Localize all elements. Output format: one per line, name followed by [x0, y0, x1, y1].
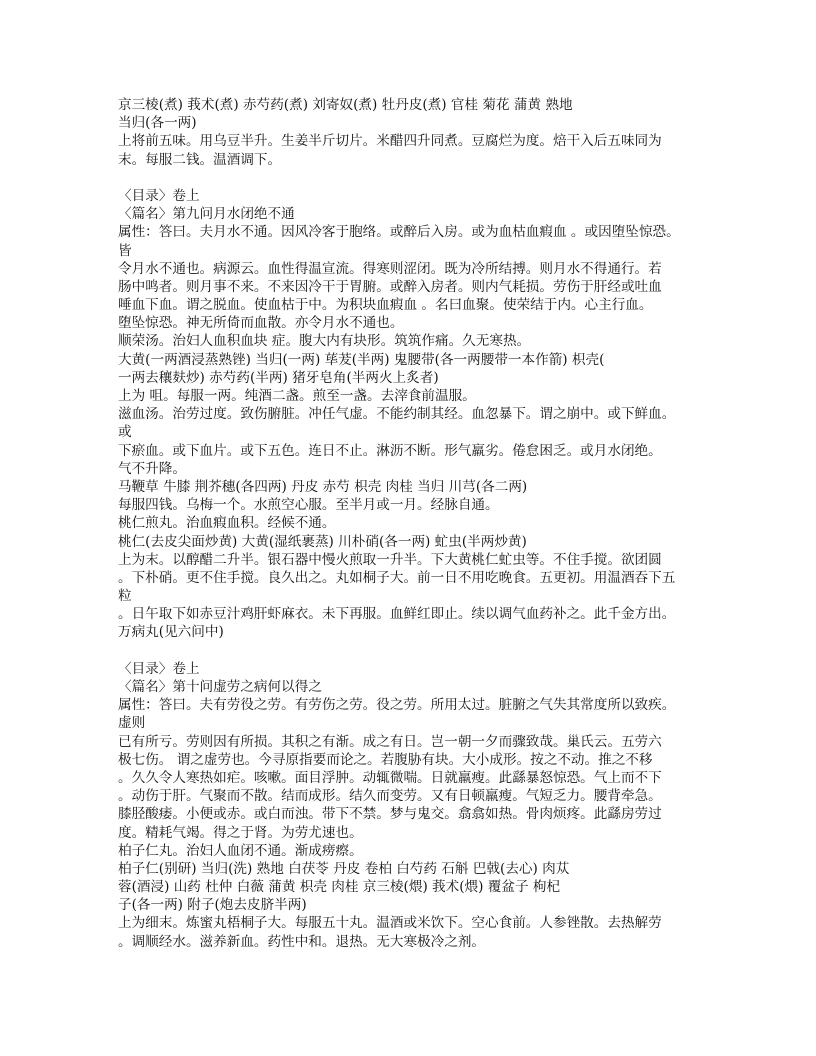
text-line: 极七伤。 谓之虚劳也。今寻原指要而论之。若腹胁有块。大小成形。按之不动。推之不移 — [118, 751, 653, 768]
text-line: 一两去穰麸炒) 赤芍药(半两) 猪牙皂角(半两火上炙者) — [118, 369, 439, 386]
text-line — [118, 169, 718, 187]
text-line: 属性：答曰。夫有劳役之劳。有劳伤之劳。役之劳。所用太过。脏腑之气失其常度所以致疾。 — [118, 697, 676, 714]
text-line: 〈目录〉卷上 — [118, 187, 200, 204]
text-line: 已有所亏。劳则因有所损。其积之有渐。成之有日。岂一朝一夕而骤致哉。巢氏云。五劳六 — [118, 733, 662, 750]
text-line: 虚则 — [118, 715, 146, 732]
text-line: 大黄(一两酒浸蒸熟锉) 当归(一两) 荜茇(半两) 鬼腰带(各一两腰带一本作箭) 枳壳( — [118, 351, 605, 368]
document-page — [118, 96, 718, 951]
text-line — [118, 642, 718, 660]
text-line: 粒 — [118, 588, 132, 605]
text-line: 上为 咀。每服一两。纯酒二盏。煎至一盏。去滓食前温服。 — [118, 388, 476, 404]
text-line: 上为末。以醇醋二升半。银石器中慢火煎取一升半。下大黄桃仁虻虫等。不住手搅。欲团圆 — [118, 551, 662, 568]
text-line: 万病丸(见六问中) — [118, 624, 224, 641]
text-line: 。日午取下如赤豆汁鸡肝虾麻衣。未下再服。血鲜红即止。续以调气血药补之。此千金方出。 — [118, 606, 676, 623]
text-line: 京三棱(煮) 莪术(煮) 赤芍药(煮) 刘寄奴(煮) 牡丹皮(煮) 官桂 菊花 蒲黄 熟地 — [118, 97, 573, 113]
text-line: 唾血下血。谓之脱血。使血枯于中。为积块血瘕血 。名曰血聚。使荣结于内。心主行血。 — [118, 297, 653, 314]
text-line: 度。精耗气竭。得之于肾。为劳尤速也。 — [118, 824, 363, 841]
text-line: 马鞭草 牛膝 荆芥穗(各四两) 丹皮 赤芍 枳壳 肉桂 当归 川芎(各二两) — [118, 478, 528, 495]
text-line: 皆 — [118, 242, 132, 259]
text-line: 桃仁煎丸。治血瘕血积。经候不通。 — [118, 515, 336, 532]
text-line: 属性：答曰。夫月水不通。因风冷客于胞络。或醉后入房。或为血枯血瘕血 。或因堕坠惊恐。 — [118, 224, 680, 241]
text-line: 。调顺经水。滋养新血。药性中和。退热。无大寒极冷之剂。 — [118, 933, 486, 950]
text-line: 或 — [118, 424, 132, 441]
text-line: 每服四钱。乌梅一个。水煎空心服。至半月或一月。经脉自通。 — [118, 497, 499, 514]
text-line: 末。每服二钱。温酒调下。 — [118, 151, 282, 168]
text-line: 顺荣汤。治妇人血积血块 症。腹大内有块形。筑筑作痛。久无寒热。 — [118, 333, 531, 350]
text-line: 。久久令人寒热如疟。咳嗽。面目浮肿。动辄微喘。日就羸瘦。此繇暴怒惊恐。气上而不下 — [118, 769, 662, 786]
text-line: 滋血汤。治劳过度。致伤腑脏。冲任气虚。不能约制其经。血忽暴下。谓之崩中。或下鲜血。 — [118, 406, 676, 423]
text-line: 〈篇名〉第九问月水闭绝不通 — [118, 206, 295, 223]
text-line: 蓉(酒浸) 山药 杜仲 白薇 蒲黄 枳壳 肉桂 京三棱(煨) 莪术(煨) 覆盆子 枸杞 — [118, 879, 561, 896]
text-line: 。动伤于肝。气聚而不散。结而成形。结久而变劳。又有日顿羸瘦。气短乏力。腰背牵急。 — [118, 788, 662, 805]
text-line: 。下朴硝。更不住手搅。良久出之。丸如桐子大。前一日不用吃晚食。五更初。用温酒吞下五 — [118, 569, 676, 586]
text-line: 上为细末。炼蜜丸梧桐子大。每服五十丸。温酒或米饮下。空心食前。人参锉散。去热解劳 — [118, 915, 662, 932]
text-line: 肠中鸣者。则月事不来。不来因冷干于胃腑。或醉入房者。则内气耗损。劳伤于肝经或吐血 — [118, 278, 662, 295]
text-line: 膝胫酸痿。小便或赤。或白而浊。带下不禁。梦与鬼交。翕翕如热。骨肉烦疼。此繇房劳过 — [118, 806, 662, 823]
text-line: 上将前五味。用乌豆半升。生姜半斤切片。米醋四升同煮。豆腐烂为度。焙干入后五味同为 — [118, 133, 662, 150]
text-line: 〈目录〉卷上 — [118, 660, 200, 677]
text-line: 〈篇名〉第十问虚劳之病何以得之 — [118, 679, 322, 695]
text-line: 令月水不通也。病源云。血性得温宣流。得寒则涩闭。既为冷所结搏。则月水不得通行。若 — [118, 260, 662, 277]
text-line: 柏子仁丸。治妇人血闭不通。渐成痨瘵。 — [118, 842, 363, 859]
text-line: 气不升降。 — [118, 460, 186, 477]
text-line: 当归(各一两) — [118, 115, 197, 132]
text-line: 下瘀血。或下血片。或下五色。连日不止。淋沥不断。形气羸劣。倦怠困乏。或月水闭绝。 — [118, 442, 662, 459]
text-line: 柏子仁(别研) 当归(洗) 熟地 白茯苓 丹皮 卷柏 白芍药 石斛 巴戟(去心) 肉苁 — [118, 860, 570, 877]
text-line: 堕坠惊恐。神无所倚而血散。亦令月水不通也。 — [118, 315, 404, 332]
text-line: 桃仁(去皮尖面炒黄) 大黄(湿纸裹蒸) 川朴硝(各一两) 虻虫(半两炒黄) — [118, 533, 527, 550]
text-line: 子(各一两) 附子(炮去皮脐半两) — [118, 897, 307, 914]
